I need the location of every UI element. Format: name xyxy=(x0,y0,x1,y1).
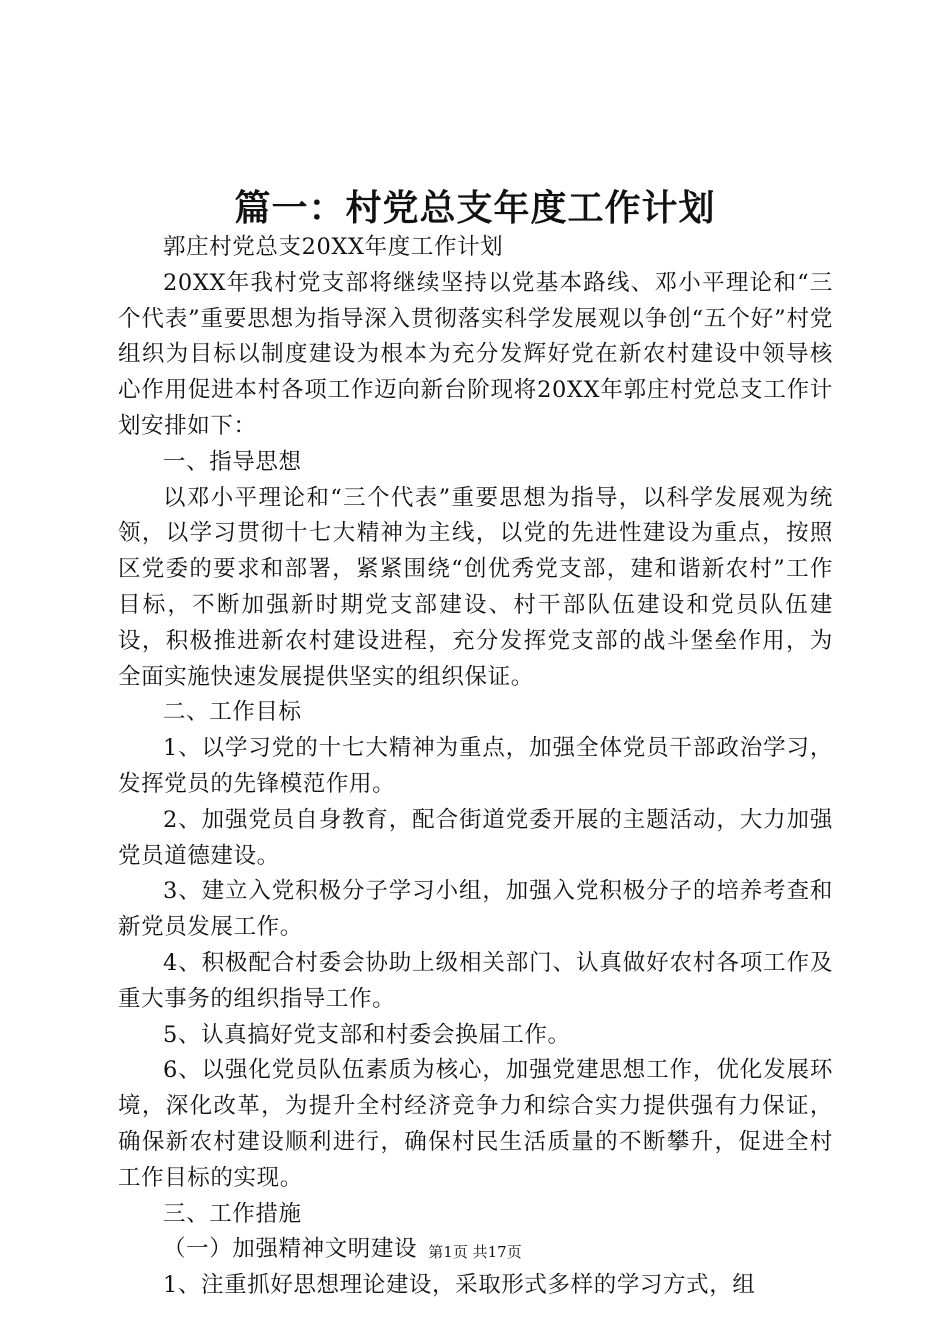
list-item: 1、以学习党的十七大精神为重点，加强全体党员干部政治学习，发挥党员的先锋模范作用。 xyxy=(118,735,833,797)
document-title: 篇一：村党总支年度工作计划 xyxy=(234,187,716,229)
section-heading: 一、指导思想 xyxy=(163,448,302,475)
subsection-heading: （一）加强精神文明建设 xyxy=(163,1236,418,1263)
list-item: 1、注重抓好思想理论建设，采取形式多样的学习方式，组 xyxy=(163,1272,756,1299)
paragraph: 郭庄村党总支20XX年度工作计划 xyxy=(163,234,504,260)
list-item: 6、以强化党员队伍素质为核心，加强党建思想工作，优化发展环境，深化改革，为提升全村经济竞争力和综合实力提供强有力保证，确保新农村建设顺利进行，确保村民生活质量的不断攀升，促进全村工作目标的实现。 xyxy=(118,1057,833,1191)
page-number-footer: 第1页 共17页 xyxy=(428,1243,522,1261)
list-item: 4、积极配合村委会协助上级相关部门、认真做好农村各项工作及重大事务的组织指导工作。 xyxy=(118,949,833,1012)
section-heading: 三、工作措施 xyxy=(163,1200,302,1227)
list-item: 3、建立入党积极分子学习小组，加强入党积极分子的培养考查和新党员发展工作。 xyxy=(118,878,833,941)
paragraph: 20XX年我村党支部将继续坚持以党基本路线、邓小平理论和“三个代表”重要思想为指导深入贯彻落实科学发展观以争创“五个好”村党组织为目标以制度建设为根本为充分发辉好党在新农村建设中领导核心作用促进本村各项工作迈向新台阶现将20XX年郭庄村党总支工作计划安排如下： xyxy=(118,269,833,439)
list-item: 2、加强党员自身教育，配合街道党委开展的主题活动，大力加强党员道德建设。 xyxy=(118,806,833,869)
list-item: 5、认真搞好党支部和村委会换届工作。 xyxy=(163,1021,571,1048)
section-heading: 二、工作目标 xyxy=(163,699,302,726)
paragraph: 以邓小平理论和“三个代表”重要思想为指导，以科学发展观为统领，以学习贯彻十七大精神为主线，以党的先进性建设为重点，按照区党委的要求和部署，紧紧围绕“创优秀党支部，建和谐新农村”工作目标，不断加强新时期党支部建设、村干部队伍建设和党员队伍建设，积极推进新农村建设进程，充分发挥党支部的战斗堡垒作用，为全面实施快速发展提供坚实的组织保证。 xyxy=(118,484,833,690)
document-body xyxy=(118,230,833,1304)
